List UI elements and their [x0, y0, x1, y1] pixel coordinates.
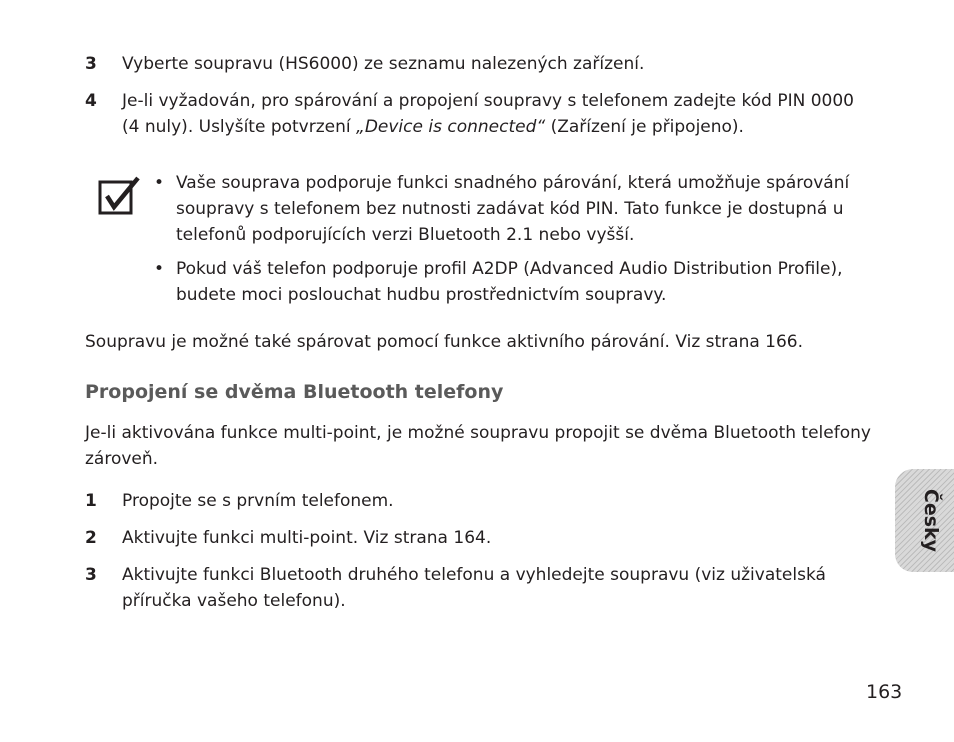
confirmation-phrase: „Device is connected“ [356, 117, 546, 137]
note-list [151, 170, 851, 316]
bullet: • [154, 259, 165, 279]
step-text: Propojte se s prvním telefonem. [122, 491, 394, 511]
step-number: 1 [85, 491, 97, 511]
bullet: • [154, 173, 165, 193]
step-text: Aktivujte funkci Bluetooth druhého telefonu a vyhledejte soupravu (viz uživatelská příručka vašeho telefonu). [122, 565, 826, 611]
step-2 [85, 525, 875, 551]
step-number: 3 [85, 54, 97, 74]
checkbox-check-icon [98, 174, 142, 218]
language-tab [895, 469, 954, 572]
pairing-paragraph: Soupravu je možné také spárovat pomocí funkce aktivního párování. Viz strana 166. [85, 332, 804, 352]
step-1 [85, 488, 875, 514]
step-3-top [85, 51, 875, 77]
step-number: 3 [85, 565, 97, 585]
note-text: Vaše souprava podporuje funkci snadného párování, která umožňuje spárování soupravy s telefonem bez nutnosti zadávat kód PIN. Tato funkce je dostupná u telefonů podporujících verzi Bluetooth 2.1 nebo vyšší. [176, 173, 850, 245]
step-text: Vyberte soupravu (HS6000) ze seznamu nalezených zařízení. [122, 54, 645, 74]
step-number: 2 [85, 528, 97, 548]
step-text: Aktivujte funkci multi-point. Viz strana 164. [122, 528, 492, 548]
section-heading: Propojení se dvěma Bluetooth telefony [85, 381, 504, 403]
step-number: 4 [85, 91, 97, 111]
language-tab-label: Česky [920, 488, 942, 553]
note-item [151, 170, 851, 248]
step-text-part: (Zařízení je připojeno). [545, 117, 744, 137]
note-text: Pokud váš telefon podporuje profil A2DP (Advanced Audio Distribution Profile), budete moci poslouchat hudbu prostřednictvím soupravy. [176, 259, 843, 305]
section-intro: Je-li aktivována funkce multi-point, je možné soupravu propojit se dvěma Bluetooth telefony zároveň. [85, 423, 871, 469]
step-text-part: Je-li vyžadován, pro spárování a propojení soupravy s telefonem zadejte kód PIN 0000 (4 nuly). Uslyšíte potvrzení [122, 91, 854, 137]
note-item [151, 256, 851, 308]
step-text [122, 88, 875, 140]
step-3 [85, 562, 875, 614]
page-number: 163 [866, 681, 903, 703]
step-4-top [85, 88, 875, 140]
